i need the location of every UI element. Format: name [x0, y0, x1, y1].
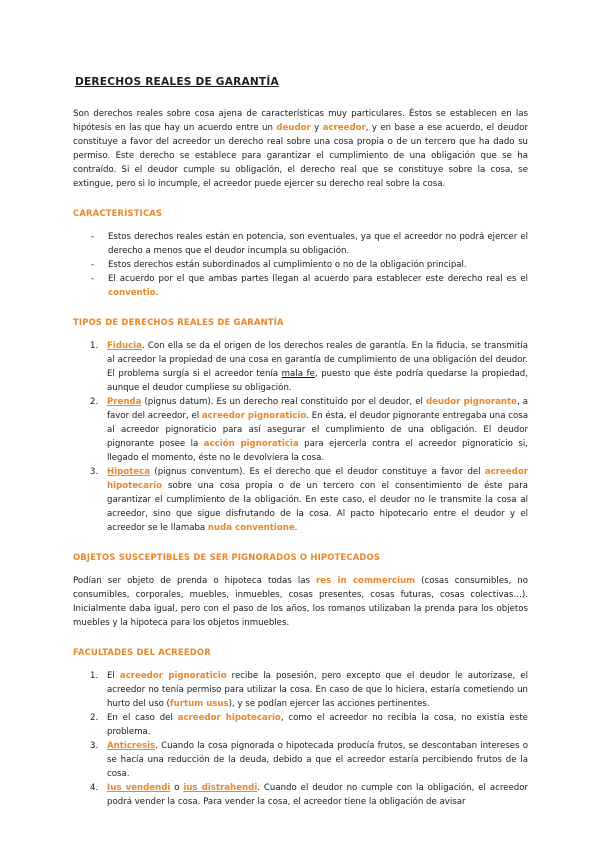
intro-text-1: Son derechos reales sobre cosa ajena de características muy particulares. Éstos se establecen en las hipótesis en las que hay un acuerdo entre un	[73, 109, 528, 133]
list-item: - Estos derechos reales están en potencia, son eventuales, ya que el acreedor no podrá ejercer el derecho a menos que el deudor incumpla su obligación.	[108, 230, 528, 258]
list-item-text: , a favor del acreedor, el	[107, 397, 529, 421]
term-accion-pignoraticia: acción pignoraticia	[203, 439, 299, 449]
list-item	[108, 272, 528, 300]
list-number: 3.	[90, 467, 99, 477]
list-item-text: .	[155, 288, 159, 298]
list-item	[90, 781, 528, 809]
caracteristicas-list	[73, 230, 528, 300]
objetos-paragraph	[73, 574, 528, 630]
list-number: 2.	[90, 713, 99, 723]
list-number: 4.	[90, 783, 99, 793]
list-item-text: . Cuando el deudor no cumple con la obligación, el acreedor podrá vender la cosa. Para vender la cosa, el acreedor tiene la obligación de avisar	[107, 783, 528, 807]
list-item-text: En el caso del	[107, 713, 178, 723]
list-item: - Estos derechos están subordinados al cumplimiento o no de la obligación principal.	[108, 258, 528, 272]
list-number: 3.	[90, 741, 99, 751]
paragraph-text: (cosas consumibles, no consumibles, corporales, muebles, inmuebles, cosas presentes, cosas futuras, cosas colectivas…). Inicialmente daba igual, pero con el paso de los años, los romanos utilizaban la prenda para los objetos muebles y la hipoteca para los objetos inmuebles.	[73, 576, 528, 628]
term-furtum-usus: furtum usus	[169, 699, 229, 709]
list-item	[90, 711, 528, 739]
term-ius-distrahendi: ius distrahendi	[183, 783, 258, 793]
list-item-text: para ejercerla contra el acreedor pignoraticio si, llegado el momento, éste no le devolviera la cosa.	[107, 439, 528, 463]
intro-paragraph	[73, 107, 528, 191]
term-mala-fe: mala fe	[281, 369, 315, 379]
term-acreedor-hipotecario: acreedor hipotecario	[107, 467, 528, 491]
term-acreedor-pignoraticio: acreedor pignoraticio	[201, 411, 307, 421]
term-deudor: deudor	[276, 123, 311, 133]
list-item-text: recibe la posesión, pero excepto que el deudor le autorizase, el acreedor no tenía permiso para utilizar la cosa. En caso de que lo hiciera, estaría cometiendo un hurto del uso (	[107, 671, 528, 709]
list-item-text: , como el acreedor no recibía la cosa, no existía este problema.	[107, 713, 528, 737]
facultades-list	[73, 669, 528, 809]
term-prenda: Prenda	[107, 397, 142, 407]
list-item-text: El	[107, 671, 120, 681]
list-item-hipoteca	[90, 465, 528, 535]
list-item-text: . Con ella se da el origen de los derechos reales de garantía. En la fiducia, se transmitía al acreedor la propiedad de una cosa en garantía de cumplimiento de una obligación del deudor. El problema surgía si el acreedor tenía	[107, 341, 528, 379]
document-title: DERECHOS REALES DE GARANTÍA	[75, 76, 279, 88]
list-item-text: sobre una cosa propia o de un tercero con el consentimiento de éste para garantizar el cumplimiento de la obligación. En este caso, el deudor no le transmite la cosa al acreedor, sino que sigue disfrutando de la cosa. Al pacto hipotecario entre el deudor y el acreedor se le llamaba	[107, 481, 528, 533]
term-acreedor-pignoraticio: acreedor pignoraticio	[119, 671, 227, 681]
section-heading-facultades: FACULTADES DEL ACREEDOR	[73, 647, 211, 657]
list-item-text: (pignus datum). Es un derecho real constituido por el deudor, el	[141, 397, 426, 407]
list-item-text: o	[170, 783, 184, 793]
term-anticresis: Anticresis	[107, 741, 156, 751]
term-ius-vendendi: Ius vendendi	[107, 783, 171, 793]
list-item-fiducia	[90, 339, 528, 395]
term-acreedor-hipotecario: acreedor hipotecario	[177, 713, 281, 723]
list-item-text: .	[294, 523, 298, 533]
list-item-text: , puesto que éste podría quedarse la propiedad, aunque el deudor cumpliese su obligación.	[107, 369, 528, 393]
term-res-in-commercium: res in commercium	[316, 576, 416, 586]
paragraph-text: Podían ser objeto de prenda o hipoteca todas las	[73, 576, 317, 586]
list-item-text: . En ésta, el deudor pignorante entregaba una cosa al acreedor pignoraticio para así asegurar el cumplimiento de una obligación. El deudor pignorante posee la	[107, 411, 528, 449]
list-item-prenda	[90, 395, 529, 465]
list-number: 2.	[90, 397, 99, 407]
term-nuda-conventione: nuda conventione	[207, 523, 295, 533]
section-heading-objetos: OBJETOS SUSCEPTIBLES DE SER PIGNORADOS O HIPOTECADOS	[73, 552, 381, 562]
section-heading-tipos: TIPOS DE DERECHOS REALES DE GARANTÍA	[73, 317, 284, 327]
list-item-text: . Cuando la cosa pignorada o hipotecada producía frutos, se descontaban intereses o se hacía una reducción de la deuda, debido a que el acreedor estaría percibiendo frutos de la cosa.	[107, 741, 528, 779]
list-item-text: (pignus conventum). Es el derecho que el deudor constituye a favor del	[150, 467, 485, 477]
intro-text-3: , y en base a ese acuerdo, el deudor constituye a favor del acreedor un derecho real sobre una cosa propia o de un tercero que ha dado su permiso. Este derecho se establece para garantizar el cumplimiento de una obligación que se ha contraído. Si el deudor cumple su obligación, el derecho real que se constituye sobre la cosa, se extingue, pero si lo incumple, el acreedor puede ejercer su derecho real sobre la cosa.	[73, 123, 528, 189]
term-hipoteca: Hipoteca	[107, 467, 151, 477]
term-fiducia: Fiducia	[107, 341, 142, 351]
term-deudor-pignorante: deudor pignorante	[425, 397, 517, 407]
term-conventio: conventio	[108, 288, 156, 298]
list-item	[90, 739, 528, 781]
list-item	[90, 669, 528, 711]
term-acreedor: acreedor	[322, 123, 366, 133]
list-item-text: ), y se podían ejercer las acciones pertinentes.	[228, 699, 430, 709]
section-heading-caracteristicas: CARACTERÍSTICAS	[73, 208, 163, 218]
tipos-list	[73, 339, 528, 535]
intro-text-2: y	[310, 123, 323, 133]
list-number: 1.	[90, 671, 99, 681]
list-item-text: El acuerdo por el que ambas partes llegan al acuerdo para establecer este derecho real es el	[108, 274, 528, 284]
list-number: 1.	[90, 341, 99, 351]
